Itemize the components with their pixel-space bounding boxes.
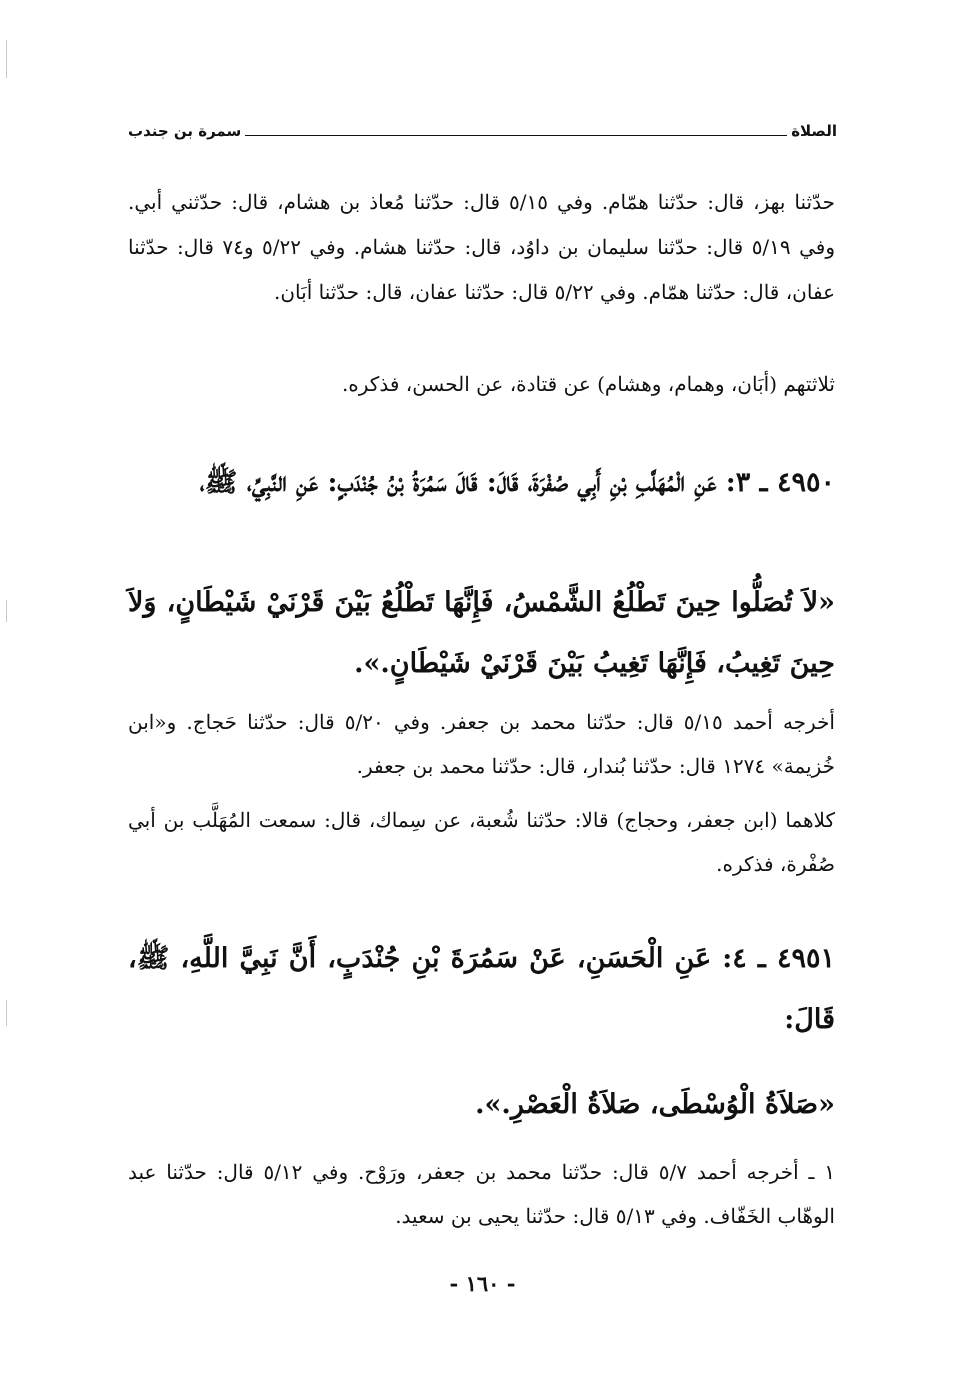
- hadith-4951-text: «صَلاَةُ الْوُسْطَى، صَلاَةُ الْعَصْرِ.».: [475, 1089, 835, 1120]
- chain-continuation: حدّثنا بهز، قال: حدّثنا همّام. وفي ٥/١٥ قال: حدّثنا مُعاذ بن هشام، قال: حدّثني أبي. وفي ٥/١٩ قال: حدّثنا سليمان بن داوُد، قال: حدّثنا هشام. وفي ٥/٢٢ و٧٤ قال: حدّثنا عفان، قال: حدّثنا همّام. وفي ٥/٢٢ قال: حدّثنا عفان، قال: حدّثنا أبَان.: [128, 190, 836, 304]
- running-header: [128, 118, 837, 144]
- chain-summary: ثلاثتهم (أبَان، وهمام، وهشام) عن قتادة، عن الحسن، فذكره.: [341, 372, 835, 396]
- hadith-4950-chain: كلاهما (ابن جعفر، وحجاج) قالا: حدّثنا شُعبة، عن سِماك، قال: سمعت المُهَلَّب بن أبي صُفْرة، فذكره.: [128, 808, 835, 876]
- scan-margin-mark: [6, 40, 7, 78]
- narrator-title: سمرة بن جندب: [128, 122, 242, 140]
- hadith-4951-intro: ٤٩٥١ ـ ٤: عَنِ الْحَسَنِ، عَنْ سَمُرَةَ بْنِ جُنْدَبٍ، أَنَّ نَبِيَّ اللَّهِ، ﷺ، قَالَ:: [128, 943, 835, 1035]
- chapter-title: الصلاة: [791, 122, 837, 140]
- hadith-4950-text: «لاَ تُصَلُّوا حِينَ تَطْلُعُ الشَّمْسُ، فَإِنَّهَا تَطْلُعُ بَيْنَ قَرْنَيْ شَيْطَانٍ، وَلاَ حِينَ تَغِيبُ، فَإِنَّهَا تَغِيبُ بَيْنَ قَرْنَيْ شَيْطَانٍ.».: [128, 587, 835, 679]
- page-number: - ١٦٠ -: [449, 1271, 516, 1296]
- hadith-4950-takhrij: أخرجه أحمد ٥/١٥ قال: حدّثنا محمد بن جعفر. وفي ٥/٢٠ قال: حدّثنا حَجاج. و«ابن خُزيمة» ١٢٧٤ قال: حدّثنا بُندار، قال: حدّثنا محمد بن جعفر.: [128, 710, 835, 778]
- hadith-4950-intro: ٤٩٥٠ ـ ٣: عَنِ الْمُهَلَّبِ بْنِ أَبِي صُفْرَةَ، قَالَ: قَالَ سَمُرَةُ بْنُ جُنْدَبٍ: عَنِ النَّبِيِّ، ﷺ،: [199, 467, 835, 498]
- scan-margin-mark: [6, 1000, 7, 1026]
- hadith-4951-takhrij: ١ ـ أخرجه أحمد ٥/٧ قال: حدّثنا محمد بن جعفر، ورَوْح. وفي ٥/١٢ قال: حدّثنا عبد الوهّاب الخَفّاف. وفي ٥/١٣ قال: حدّثنا يحيى بن سعيد.: [128, 1160, 835, 1228]
- scan-margin-mark: [6, 600, 7, 622]
- header-rule: [245, 135, 787, 136]
